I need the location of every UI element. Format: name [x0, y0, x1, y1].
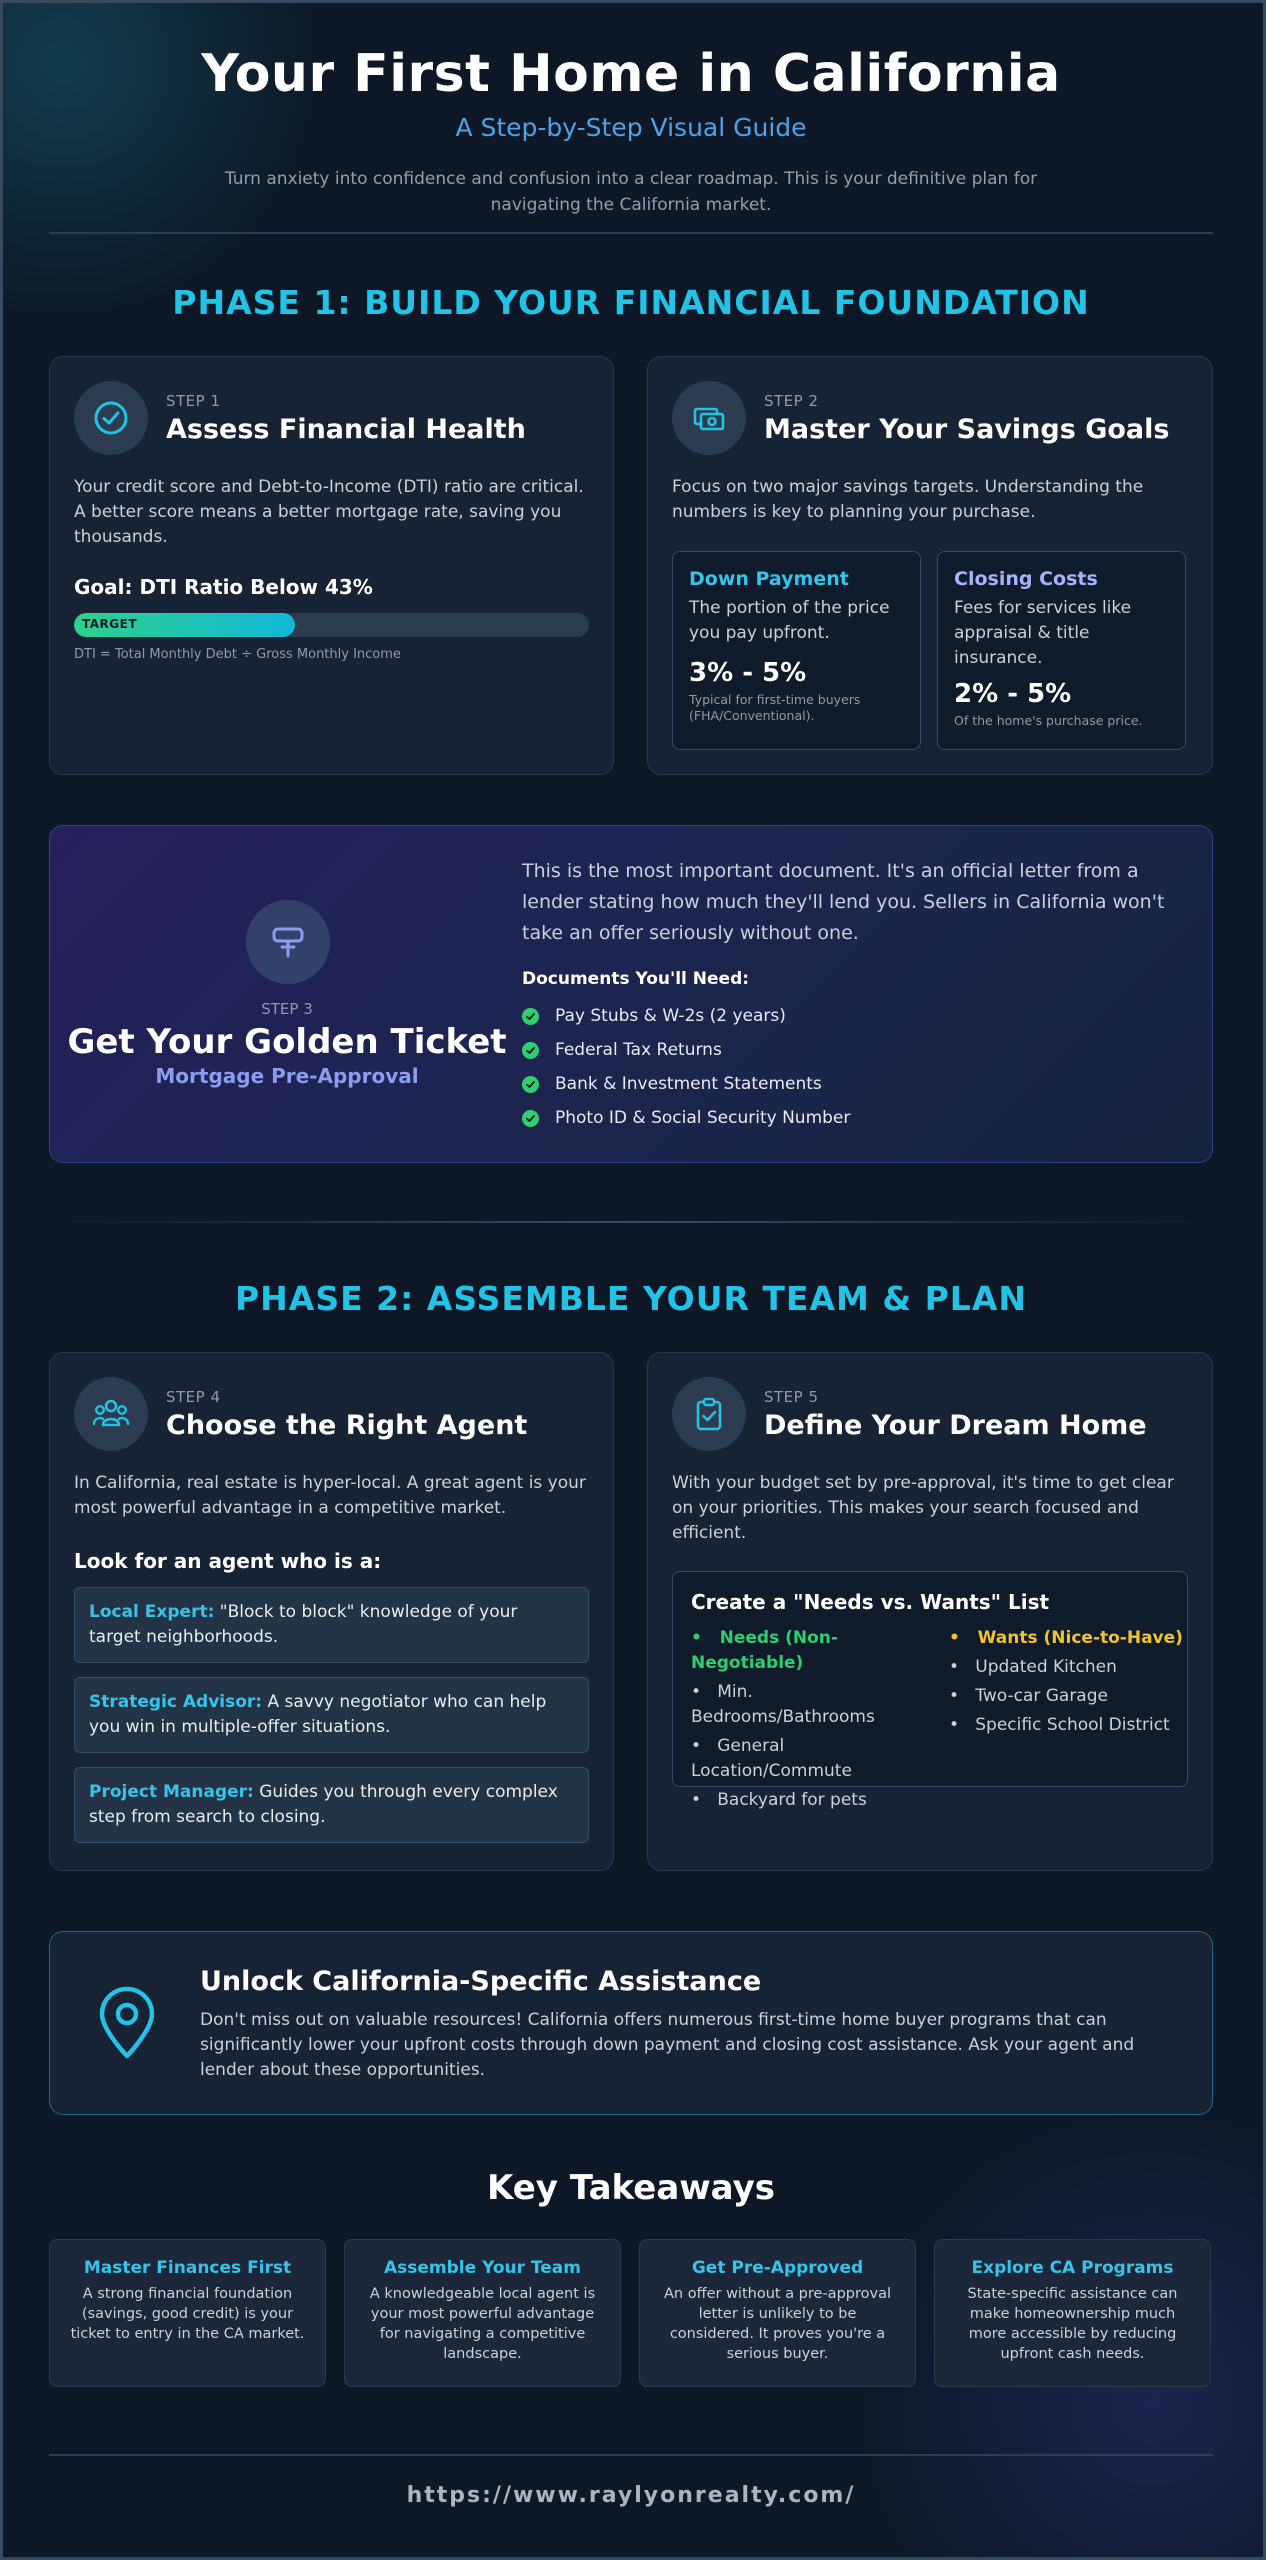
page-subtitle: A Step-by-Step Visual Guide [455, 113, 807, 142]
dti-target-label: TARGET [82, 617, 138, 631]
step2-card [647, 356, 1213, 775]
takeaway-card [639, 2239, 916, 2387]
assistance-text: Don't miss out on valuable resources! California offers numerous first-time home buyer programs that can significantly lower your upfront costs through down payment and closing cost assistance. Ask your agent and lender about these opportunities. [200, 2010, 1135, 2080]
step3-text: This is the most important document. It's an official letter from a lender stating how much they'll lend you. Sellers in California won't take an offer seriously without one. [522, 860, 1165, 944]
needs-item: • Min. Bedrooms/Bathrooms [691, 1682, 875, 1727]
dti-formula: DTI = Total Monthly Debt ÷ Gross Monthly Income [74, 647, 401, 662]
check-icon [522, 1042, 539, 1059]
wants-list [949, 1626, 1199, 1742]
check-icon [522, 1008, 539, 1025]
takeaway-text: An offer without a pre-approval letter is unlikely to be considered. It proves you're a serious buyer. [664, 2286, 891, 2362]
step5-label: STEP 5 [764, 1387, 819, 1406]
step1-title: Assess Financial Health [166, 413, 526, 445]
assistance-title: Unlock California-Specific Assistance [200, 1966, 762, 1997]
takeaway-title: Master Finances First [83, 2258, 292, 2278]
phase2-title: PHASE 2: ASSEMBLE YOUR TEAM & PLAN [234, 1279, 1027, 1318]
step1-card [49, 356, 614, 775]
takeaways-title: Key Takeaways [487, 2168, 775, 2208]
trait-desc: "Block to block" knowledge of your target neighborhoods. [89, 1602, 518, 1647]
step2-text: Focus on two major savings targets. Understanding the numbers is key to planning your purchase. [672, 477, 1144, 522]
users-icon [74, 1377, 148, 1451]
footer-divider [49, 2454, 1213, 2456]
step4-title: Choose the Right Agent [166, 1409, 528, 1441]
doc-item [522, 999, 1182, 1033]
signpost-icon [246, 900, 330, 984]
header-divider [49, 232, 1213, 234]
step1-text: Your credit score and Debt-to-Income (DTI) ratio are critical. A better score means a better mortgage rate, saving you thousands. [74, 477, 584, 547]
trait-name: Strategic Advisor: [89, 1692, 263, 1712]
needs-wants-title: Create a "Needs vs. Wants" List [691, 1590, 1050, 1614]
doc-item-label: Bank & Investment Statements [555, 1074, 822, 1094]
step3-label: STEP 3 [261, 1000, 313, 1018]
step4-header [74, 1377, 527, 1451]
takeaway-card [49, 2239, 326, 2387]
page-title: Your First Home in California [201, 44, 1061, 104]
doc-item [522, 1067, 1182, 1101]
step5-text: With your budget set by pre-approval, it's time to get clear on your priorities. This makes your search focused and efficient. [672, 1473, 1174, 1543]
step5-title: Define Your Dream Home [764, 1409, 1147, 1441]
takeaway-card [934, 2239, 1211, 2387]
wants-heading: • Wants (Nice-to-Have) [949, 1628, 1183, 1648]
step3-subtitle: Mortgage Pre-Approval [155, 1064, 419, 1088]
docs-list [522, 999, 1182, 1135]
down-payment-note: Typical for first-time buyers (FHA/Conventional). [689, 692, 861, 723]
step4-card [49, 1352, 614, 1871]
closing-costs-desc: Fees for services like appraisal & title insurance. [954, 598, 1132, 668]
trait-project-manager [74, 1767, 589, 1843]
doc-item-label: Photo ID & Social Security Number [555, 1108, 851, 1128]
trait-name: Local Expert: [89, 1602, 215, 1622]
step5-header [672, 1377, 1147, 1451]
trait-desc: Guides you through every complex step from search to closing. [89, 1782, 558, 1827]
needs-list [691, 1626, 941, 1817]
assistance-card [49, 1931, 1213, 2115]
takeaway-title: Explore CA Programs [971, 2258, 1174, 2278]
needs-item: • General Location/Commute [691, 1736, 852, 1781]
dti-progress-bar [74, 613, 589, 637]
dti-goal: Goal: DTI Ratio Below 43% [74, 575, 373, 599]
takeaway-card [344, 2239, 621, 2387]
needs-item: • Backyard for pets [691, 1790, 867, 1810]
clipboard-check-icon [672, 1377, 746, 1451]
down-payment-value: 3% - 5% [689, 658, 807, 688]
doc-item-label: Pay Stubs & W-2s (2 years) [555, 1006, 786, 1026]
trait-desc: A savvy negotiator who can help you win in multiple-offer situations. [89, 1692, 547, 1737]
step2-title: Master Your Savings Goals [764, 413, 1170, 445]
trait-strategic-advisor [74, 1677, 589, 1753]
takeaway-text: A strong financial foundation (savings, good credit) is your ticket to entry in the CA market. [70, 2286, 305, 2342]
check-circle-icon [74, 381, 148, 455]
down-payment-card [672, 551, 921, 750]
takeaway-text: State-specific assistance can make homeownership much more accessible by reducing upfront cash needs. [967, 2286, 1178, 2362]
takeaway-title: Get Pre-Approved [691, 2258, 864, 2278]
step2-label: STEP 2 [764, 391, 819, 410]
step4-label: STEP 4 [166, 1387, 221, 1406]
step5-card [647, 1352, 1213, 1871]
wants-item: • Two-car Garage [949, 1686, 1108, 1706]
header [49, 39, 1213, 218]
money-icon [672, 381, 746, 455]
step1-label: STEP 1 [166, 391, 221, 410]
closing-costs-card [937, 551, 1186, 750]
check-icon [522, 1110, 539, 1127]
step3-card [49, 825, 1213, 1163]
footer-url[interactable]: https://www.raylyonrealty.com/ [406, 2483, 856, 2508]
takeaway-title: Assemble Your Team [384, 2258, 581, 2278]
needs-heading: • Needs (Non-Negotiable) [691, 1628, 838, 1673]
docs-heading: Documents You'll Need: [522, 969, 750, 989]
step3-right [522, 856, 1182, 1135]
trait-name: Project Manager: [89, 1782, 254, 1802]
takeaway-text: A knowledgeable local agent is your most powerful advantage for navigating a competitive landscape. [369, 2286, 596, 2362]
doc-item [522, 1101, 1182, 1135]
check-icon [522, 1076, 539, 1093]
doc-item-label: Federal Tax Returns [555, 1040, 722, 1060]
closing-costs-note: Of the home's purchase price. [954, 713, 1143, 728]
closing-costs-value: 2% - 5% [954, 679, 1072, 709]
trait-local-expert [74, 1587, 589, 1663]
step4-text: In California, real estate is hyper-local. A great agent is your most powerful advantage in a competitive market. [74, 1473, 586, 1518]
look-for-heading: Look for an agent who is a: [74, 1549, 382, 1573]
doc-item [522, 1033, 1182, 1067]
intro-text: Turn anxiety into confidence and confusion into a clear roadmap. This is your definitive plan for navigating the California market. [224, 169, 1038, 215]
step2-header [672, 381, 1169, 455]
phase1-title: PHASE 1: BUILD YOUR FINANCIAL FOUNDATION [172, 283, 1090, 322]
closing-costs-title: Closing Costs [954, 568, 1098, 590]
map-pin-icon [94, 1986, 160, 2064]
phase-divider [49, 1221, 1213, 1223]
step3-left [50, 826, 524, 1162]
step1-header [74, 381, 526, 455]
down-payment-title: Down Payment [689, 568, 849, 590]
wants-item: • Updated Kitchen [949, 1657, 1117, 1677]
down-payment-desc: The portion of the price you pay upfront. [689, 598, 890, 643]
step3-title: Get Your Golden Ticket [67, 1022, 507, 1062]
needs-wants-box [672, 1571, 1188, 1810]
wants-item: • Specific School District [949, 1715, 1170, 1735]
